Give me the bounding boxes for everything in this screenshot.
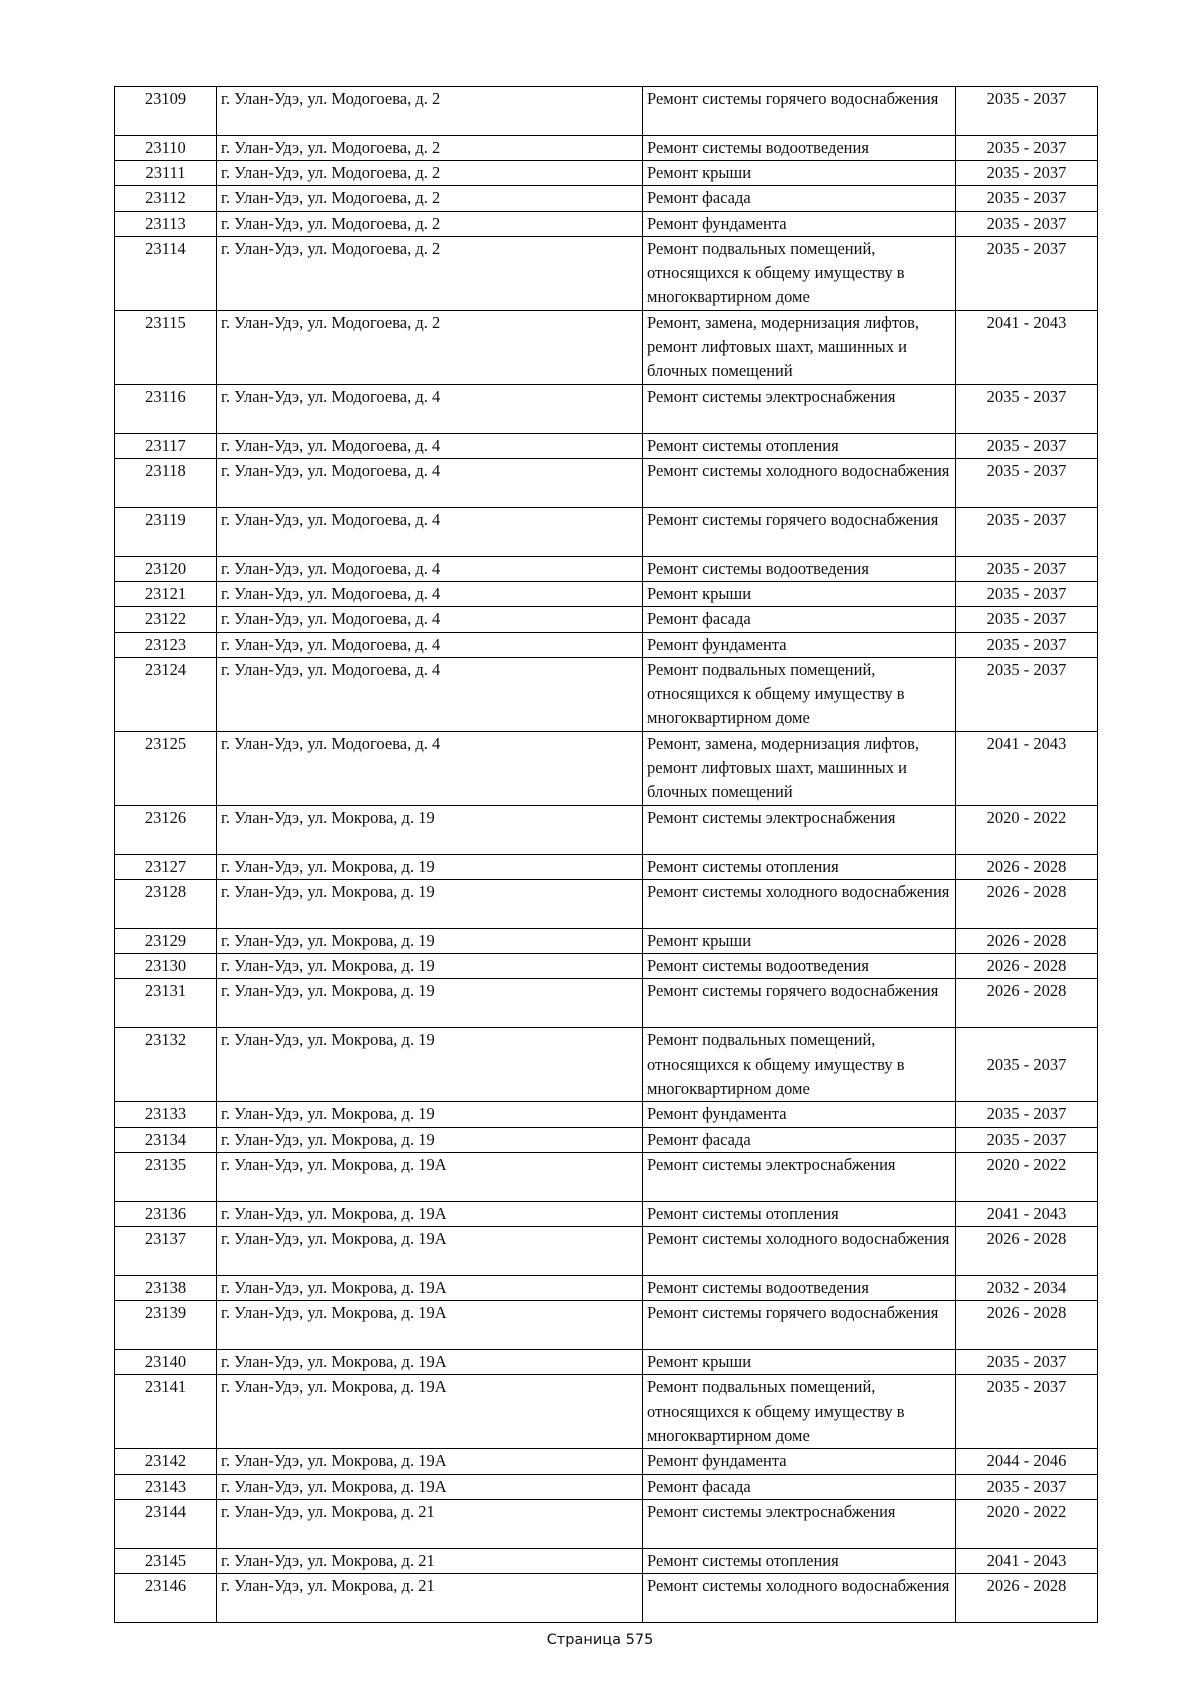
record-id-cell: 23111 <box>115 161 217 186</box>
address-cell: г. Улан-Удэ, ул. Модогоева, д. 4 <box>217 459 643 508</box>
work-type-cell: Ремонт, замена, модернизация лифтов, ремонт лифтовых шахт, машинных и блочных помещений <box>643 310 956 384</box>
record-id-cell: 23123 <box>115 632 217 657</box>
record-id-cell: 23143 <box>115 1474 217 1499</box>
period-cell: 2035 - 2037 <box>956 1474 1098 1499</box>
address-cell: г. Улан-Удэ, ул. Модогоева, д. 4 <box>217 632 643 657</box>
table-row <box>115 1301 1098 1350</box>
work-type-cell: Ремонт, замена, модернизация лифтов, ремонт лифтовых шахт, машинных и блочных помещений <box>643 731 956 805</box>
work-type-cell: Ремонт подвальных помещений, относящихся к общему имуществу в многоквартирном доме <box>643 1028 956 1102</box>
period-cell: 2044 - 2046 <box>956 1449 1098 1474</box>
table-row <box>115 1350 1098 1375</box>
table-row <box>115 236 1098 310</box>
period-cell: 2035 - 2037 <box>956 236 1098 310</box>
work-type-cell: Ремонт крыши <box>643 1350 956 1375</box>
table-row <box>115 508 1098 557</box>
work-type-cell: Ремонт фасада <box>643 607 956 632</box>
address-cell: г. Улан-Удэ, ул. Мокрова, д. 19 <box>217 979 643 1028</box>
address-cell: г. Улан-Удэ, ул. Мокрова, д. 19А <box>217 1474 643 1499</box>
address-cell: г. Улан-Удэ, ул. Мокрова, д. 19А <box>217 1201 643 1226</box>
table-row <box>115 161 1098 186</box>
address-cell: г. Улан-Удэ, ул. Мокрова, д. 19 <box>217 854 643 879</box>
address-cell: г. Улан-Удэ, ул. Мокрова, д. 19А <box>217 1350 643 1375</box>
address-cell: г. Улан-Удэ, ул. Модогоева, д. 4 <box>217 508 643 557</box>
table-row <box>115 1152 1098 1201</box>
capital-repair-table <box>114 86 1098 1623</box>
capital-repair-table-page <box>114 86 1097 1623</box>
period-cell: 2035 - 2037 <box>956 1102 1098 1127</box>
address-cell: г. Улан-Удэ, ул. Модогоева, д. 4 <box>217 731 643 805</box>
record-id-cell: 23129 <box>115 929 217 954</box>
table-row <box>115 1276 1098 1301</box>
work-type-cell: Ремонт системы электроснабжения <box>643 384 956 433</box>
work-type-cell: Ремонт подвальных помещений, относящихся к общему имуществу в многоквартирном доме <box>643 657 956 731</box>
address-cell: г. Улан-Удэ, ул. Модогоева, д. 4 <box>217 557 643 582</box>
period-cell: 2026 - 2028 <box>956 880 1098 929</box>
period-cell: 2035 - 2037 <box>956 211 1098 236</box>
work-type-cell: Ремонт фундамента <box>643 632 956 657</box>
work-type-cell: Ремонт системы электроснабжения <box>643 1499 956 1548</box>
work-type-cell: Ремонт системы электроснабжения <box>643 805 956 854</box>
address-cell: г. Улан-Удэ, ул. Мокрова, д. 21 <box>217 1499 643 1548</box>
work-type-cell: Ремонт системы водоотведения <box>643 136 956 161</box>
period-cell: 2041 - 2043 <box>956 310 1098 384</box>
record-id-cell: 23134 <box>115 1127 217 1152</box>
work-type-cell: Ремонт крыши <box>643 582 956 607</box>
period-cell: 2035 - 2037 <box>956 459 1098 508</box>
table-row <box>115 136 1098 161</box>
record-id-cell: 23116 <box>115 384 217 433</box>
record-id-cell: 23117 <box>115 433 217 458</box>
period-cell: 2035 - 2037 <box>956 632 1098 657</box>
period-cell: 2026 - 2028 <box>956 954 1098 979</box>
work-type-cell: Ремонт системы горячего водоснабжения <box>643 87 956 136</box>
record-id-cell: 23122 <box>115 607 217 632</box>
record-id-cell: 23118 <box>115 459 217 508</box>
period-cell: 2026 - 2028 <box>956 1301 1098 1350</box>
record-id-cell: 23142 <box>115 1449 217 1474</box>
address-cell: г. Улан-Удэ, ул. Мокрова, д. 19А <box>217 1449 643 1474</box>
table-row <box>115 1201 1098 1226</box>
record-id-cell: 23138 <box>115 1276 217 1301</box>
work-type-cell: Ремонт фундамента <box>643 1449 956 1474</box>
period-cell: 2035 - 2037 <box>956 433 1098 458</box>
table-row <box>115 211 1098 236</box>
work-type-cell: Ремонт системы холодного водоснабжения <box>643 1227 956 1276</box>
period-cell: 2026 - 2028 <box>956 1227 1098 1276</box>
table-row <box>115 805 1098 854</box>
work-type-cell: Ремонт системы холодного водоснабжения <box>643 459 956 508</box>
table-row <box>115 1548 1098 1573</box>
work-type-cell: Ремонт крыши <box>643 161 956 186</box>
record-id-cell: 23126 <box>115 805 217 854</box>
table-row <box>115 854 1098 879</box>
work-type-cell: Ремонт системы отопления <box>643 1548 956 1573</box>
record-id-cell: 23109 <box>115 87 217 136</box>
table-row <box>115 433 1098 458</box>
table-row <box>115 954 1098 979</box>
address-cell: г. Улан-Удэ, ул. Мокрова, д. 19 <box>217 880 643 929</box>
record-id-cell: 23136 <box>115 1201 217 1226</box>
table-row <box>115 1474 1098 1499</box>
period-cell: 2035 - 2037 <box>956 557 1098 582</box>
table-row <box>115 632 1098 657</box>
work-type-cell: Ремонт системы водоотведения <box>643 557 956 582</box>
work-type-cell: Ремонт подвальных помещений, относящихся к общему имуществу в многоквартирном доме <box>643 236 956 310</box>
work-type-cell: Ремонт системы отопления <box>643 854 956 879</box>
address-cell: г. Улан-Удэ, ул. Мокрова, д. 19 <box>217 1028 643 1102</box>
period-cell: 2020 - 2022 <box>956 1499 1098 1548</box>
table-row <box>115 731 1098 805</box>
record-id-cell: 23130 <box>115 954 217 979</box>
work-type-cell: Ремонт фасада <box>643 1127 956 1152</box>
record-id-cell: 23128 <box>115 880 217 929</box>
address-cell: г. Улан-Удэ, ул. Модогоева, д. 4 <box>217 582 643 607</box>
table-row <box>115 1449 1098 1474</box>
address-cell: г. Улан-Удэ, ул. Мокрова, д. 19 <box>217 1127 643 1152</box>
work-type-cell: Ремонт системы электроснабжения <box>643 1152 956 1201</box>
period-cell: 2035 - 2037 <box>956 1028 1098 1102</box>
work-type-cell: Ремонт системы горячего водоснабжения <box>643 1301 956 1350</box>
work-type-cell: Ремонт системы холодного водоснабжения <box>643 1574 956 1623</box>
record-id-cell: 23145 <box>115 1548 217 1573</box>
work-type-cell: Ремонт подвальных помещений, относящихся к общему имуществу в многоквартирном доме <box>643 1375 956 1449</box>
table-row <box>115 384 1098 433</box>
period-cell: 2032 - 2034 <box>956 1276 1098 1301</box>
address-cell: г. Улан-Удэ, ул. Мокрова, д. 19 <box>217 954 643 979</box>
record-id-cell: 23114 <box>115 236 217 310</box>
table-row <box>115 607 1098 632</box>
record-id-cell: 23139 <box>115 1301 217 1350</box>
work-type-cell: Ремонт системы водоотведения <box>643 1276 956 1301</box>
address-cell: г. Улан-Удэ, ул. Модогоева, д. 2 <box>217 310 643 384</box>
work-type-cell: Ремонт фасада <box>643 186 956 211</box>
table-row <box>115 582 1098 607</box>
address-cell: г. Улан-Удэ, ул. Мокрова, д. 19 <box>217 1102 643 1127</box>
period-cell: 2041 - 2043 <box>956 1201 1098 1226</box>
period-cell: 2035 - 2037 <box>956 508 1098 557</box>
work-type-cell: Ремонт фасада <box>643 1474 956 1499</box>
period-cell: 2035 - 2037 <box>956 582 1098 607</box>
record-id-cell: 23144 <box>115 1499 217 1548</box>
period-cell: 2035 - 2037 <box>956 161 1098 186</box>
period-cell: 2035 - 2037 <box>956 607 1098 632</box>
address-cell: г. Улан-Удэ, ул. Модогоева, д. 2 <box>217 161 643 186</box>
work-type-cell: Ремонт фундамента <box>643 1102 956 1127</box>
address-cell: г. Улан-Удэ, ул. Мокрова, д. 19 <box>217 805 643 854</box>
table-row <box>115 880 1098 929</box>
table-row <box>115 1102 1098 1127</box>
period-cell: 2035 - 2037 <box>956 186 1098 211</box>
work-type-cell: Ремонт фундамента <box>643 211 956 236</box>
address-cell: г. Улан-Удэ, ул. Мокрова, д. 21 <box>217 1548 643 1573</box>
period-cell: 2035 - 2037 <box>956 87 1098 136</box>
table-row <box>115 1127 1098 1152</box>
table-row <box>115 657 1098 731</box>
address-cell: г. Улан-Удэ, ул. Модогоева, д. 2 <box>217 236 643 310</box>
table-row <box>115 557 1098 582</box>
table-row <box>115 1375 1098 1449</box>
work-type-cell: Ремонт системы горячего водоснабжения <box>643 508 956 557</box>
table-row <box>115 459 1098 508</box>
page-number: Страница 575 <box>546 1632 654 1648</box>
address-cell: г. Улан-Удэ, ул. Мокрова, д. 19 <box>217 929 643 954</box>
period-cell: 2035 - 2037 <box>956 384 1098 433</box>
table-row <box>115 1227 1098 1276</box>
period-cell: 2026 - 2028 <box>956 1574 1098 1623</box>
address-cell: г. Улан-Удэ, ул. Мокрова, д. 19А <box>217 1375 643 1449</box>
table-row <box>115 186 1098 211</box>
period-cell: 2035 - 2037 <box>956 1350 1098 1375</box>
table-row <box>115 310 1098 384</box>
period-cell: 2035 - 2037 <box>956 657 1098 731</box>
period-cell: 2035 - 2037 <box>956 1375 1098 1449</box>
period-cell: 2035 - 2037 <box>956 1127 1098 1152</box>
work-type-cell: Ремонт системы горячего водоснабжения <box>643 979 956 1028</box>
record-id-cell: 23121 <box>115 582 217 607</box>
table-row <box>115 929 1098 954</box>
record-id-cell: 23133 <box>115 1102 217 1127</box>
period-cell: 2041 - 2043 <box>956 731 1098 805</box>
address-cell: г. Улан-Удэ, ул. Модогоева, д. 2 <box>217 186 643 211</box>
address-cell: г. Улан-Удэ, ул. Мокрова, д. 19А <box>217 1227 643 1276</box>
table-row <box>115 1499 1098 1548</box>
period-cell: 2035 - 2037 <box>956 136 1098 161</box>
address-cell: г. Улан-Удэ, ул. Модогоева, д. 4 <box>217 607 643 632</box>
address-cell: г. Улан-Удэ, ул. Модогоева, д. 2 <box>217 136 643 161</box>
table-row <box>115 979 1098 1028</box>
work-type-cell: Ремонт системы отопления <box>643 433 956 458</box>
address-cell: г. Улан-Удэ, ул. Модогоева, д. 4 <box>217 433 643 458</box>
record-id-cell: 23112 <box>115 186 217 211</box>
address-cell: г. Улан-Удэ, ул. Модогоева, д. 4 <box>217 384 643 433</box>
table-row <box>115 87 1098 136</box>
address-cell: г. Улан-Удэ, ул. Мокрова, д. 19А <box>217 1301 643 1350</box>
period-cell: 2020 - 2022 <box>956 1152 1098 1201</box>
period-cell: 2026 - 2028 <box>956 979 1098 1028</box>
address-cell: г. Улан-Удэ, ул. Мокрова, д. 21 <box>217 1574 643 1623</box>
record-id-cell: 23113 <box>115 211 217 236</box>
address-cell: г. Улан-Удэ, ул. Модогоева, д. 4 <box>217 657 643 731</box>
record-id-cell: 23115 <box>115 310 217 384</box>
record-id-cell: 23124 <box>115 657 217 731</box>
period-cell: 2020 - 2022 <box>956 805 1098 854</box>
record-id-cell: 23131 <box>115 979 217 1028</box>
record-id-cell: 23110 <box>115 136 217 161</box>
address-cell: г. Улан-Удэ, ул. Мокрова, д. 19А <box>217 1152 643 1201</box>
record-id-cell: 23141 <box>115 1375 217 1449</box>
record-id-cell: 23132 <box>115 1028 217 1102</box>
period-cell: 2041 - 2043 <box>956 1548 1098 1573</box>
record-id-cell: 23135 <box>115 1152 217 1201</box>
address-cell: г. Улан-Удэ, ул. Модогоева, д. 2 <box>217 87 643 136</box>
table-row <box>115 1574 1098 1623</box>
record-id-cell: 23146 <box>115 1574 217 1623</box>
work-type-cell: Ремонт крыши <box>643 929 956 954</box>
record-id-cell: 23137 <box>115 1227 217 1276</box>
record-id-cell: 23125 <box>115 731 217 805</box>
period-cell: 2026 - 2028 <box>956 854 1098 879</box>
record-id-cell: 23127 <box>115 854 217 879</box>
record-id-cell: 23140 <box>115 1350 217 1375</box>
address-cell: г. Улан-Удэ, ул. Мокрова, д. 19А <box>217 1276 643 1301</box>
address-cell: г. Улан-Удэ, ул. Модогоева, д. 2 <box>217 211 643 236</box>
record-id-cell: 23120 <box>115 557 217 582</box>
table-row <box>115 1028 1098 1102</box>
work-type-cell: Ремонт системы отопления <box>643 1201 956 1226</box>
table-body <box>115 87 1098 1623</box>
record-id-cell: 23119 <box>115 508 217 557</box>
work-type-cell: Ремонт системы водоотведения <box>643 954 956 979</box>
period-cell: 2026 - 2028 <box>956 929 1098 954</box>
work-type-cell: Ремонт системы холодного водоснабжения <box>643 880 956 929</box>
